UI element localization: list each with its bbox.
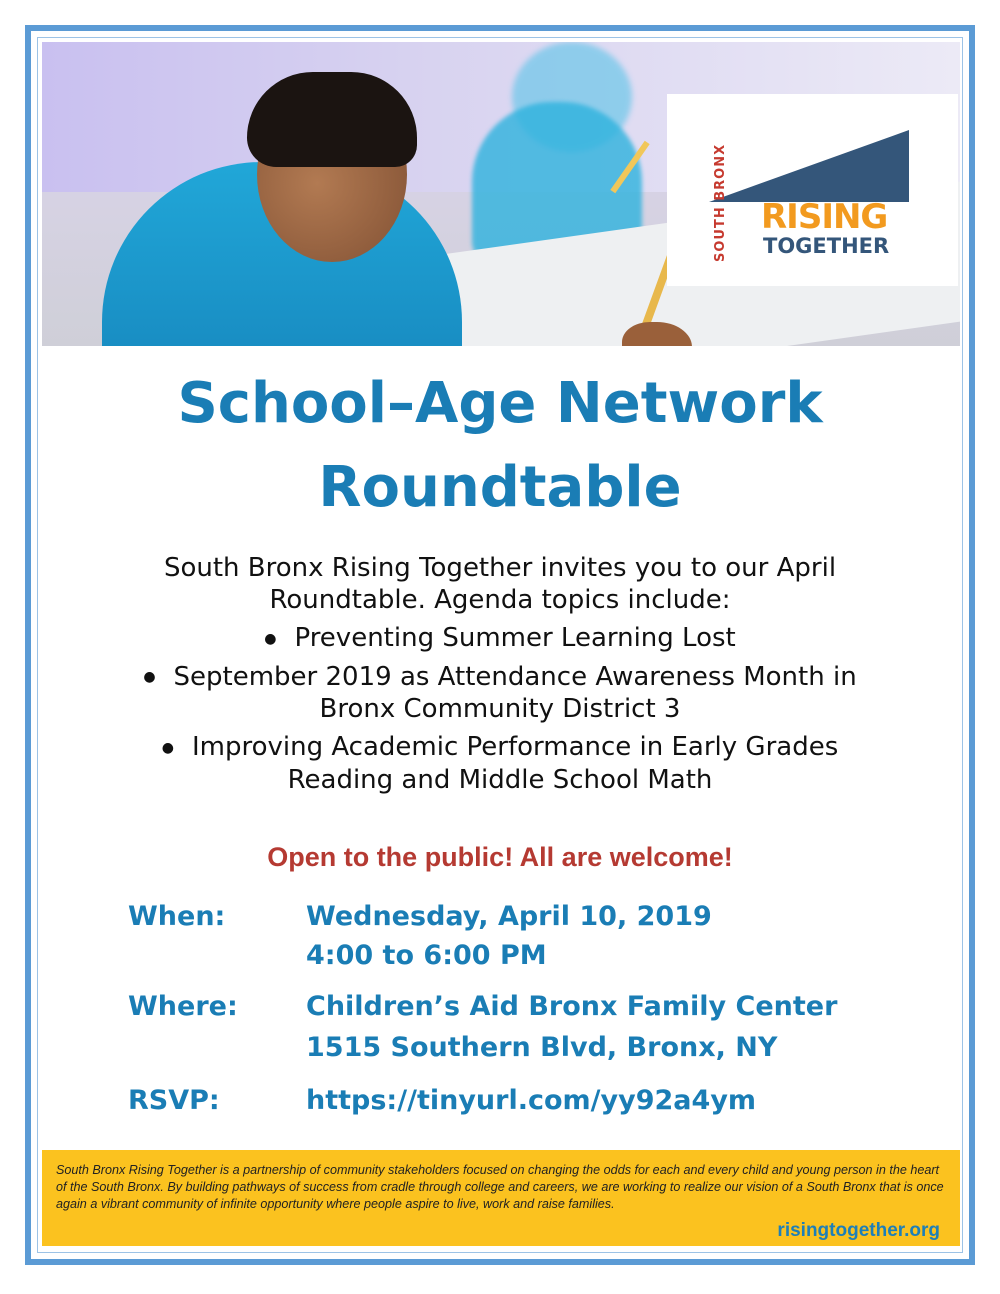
logo-triangle-mark	[709, 130, 919, 205]
title-line-1: School–Age Network	[177, 371, 823, 436]
page-title	[0, 362, 1000, 530]
agenda-topic	[90, 661, 910, 726]
photo-child-hair	[247, 72, 417, 167]
logo-south-bronx-text: SOUTH BRONX	[713, 143, 728, 262]
intro-line-1: South Bronx Rising Together invites you to our April	[163, 553, 837, 583]
open-to-public-notice: Open to the public! All are welcome!	[267, 842, 733, 872]
agenda-topic-line-1: September 2019 as Attendance Awareness Month in	[173, 661, 857, 692]
rsvp-label: RSVP:	[128, 1085, 220, 1116]
agenda-topic-line-1: Preventing Summer Learning Lost	[294, 623, 736, 653]
when-time: 4:00 to 6:00 PM	[306, 940, 547, 971]
agenda-topic-line-2: Bronx Community District 3	[319, 694, 681, 724]
footer-banner	[42, 1150, 960, 1246]
bullet-icon: ●	[161, 739, 174, 756]
logo-together: TOGETHER	[763, 234, 890, 258]
where-address: 1515 Southern Blvd, Bronx, NY	[306, 1032, 778, 1063]
when-date: Wednesday, April 10, 2019	[306, 901, 712, 932]
agenda-topics-list	[90, 622, 910, 802]
rsvp-link[interactable]: https://tinyurl.com/yy92a4ym	[306, 1085, 757, 1116]
bullet-icon: ●	[143, 669, 156, 685]
intro-paragraph	[100, 552, 900, 616]
agenda-topic-line-2: Reading and Middle School Math	[287, 764, 713, 795]
agenda-topic-line-1: Improving Academic Performance in Early Grades	[191, 732, 839, 762]
where-label: Where:	[128, 991, 238, 1022]
title-line-2: Roundtable	[318, 455, 682, 520]
footer-mission-text: South Bronx Rising Together is a partnership of community stakeholders focused on changing the odds for each and every child and young person in the heart of the South Bronx. By building pathways of success from cradle through college and careers, we are working to realize our vision of a South Bronx that is once again a vibrant community of infinite opportunity where people aspire to live, work and raise families.	[56, 1163, 944, 1211]
when-label: When:	[128, 901, 226, 932]
agenda-topic	[90, 622, 910, 655]
logo-rising: RISING	[761, 197, 888, 237]
rising-together-logo	[667, 94, 958, 286]
intro-line-2: Roundtable. Agenda topics include:	[269, 585, 731, 615]
where-venue: Children’s Aid Bronx Family Center	[306, 991, 838, 1022]
bullet-icon: ●	[264, 630, 277, 647]
footer-website-link[interactable]: risingtogether.org	[777, 1220, 940, 1241]
logo-south-bronx	[711, 143, 757, 262]
agenda-topic	[90, 731, 910, 796]
